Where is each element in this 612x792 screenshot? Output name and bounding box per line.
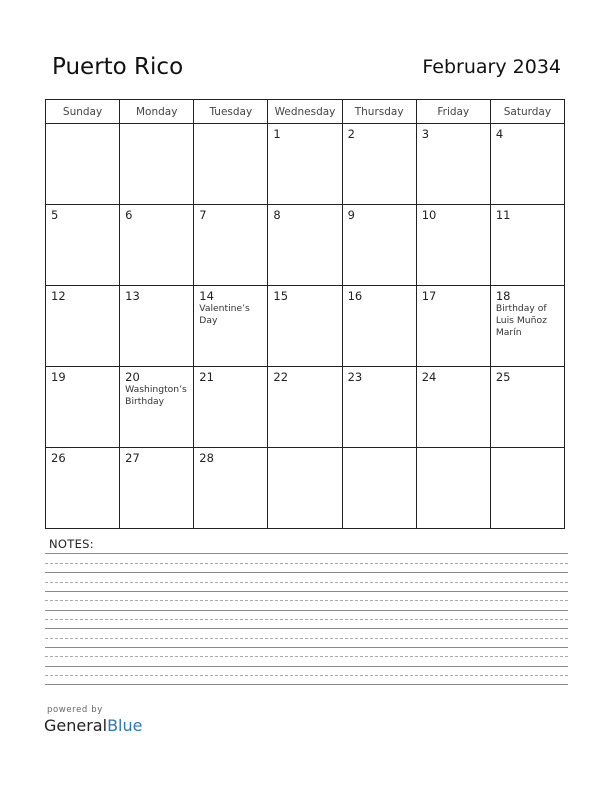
empty-day-cell (120, 124, 194, 205)
empty-day-cell (490, 448, 564, 529)
day-cell-11 (490, 205, 564, 286)
day-cell-16 (342, 286, 416, 367)
day-cell-2 (342, 124, 416, 205)
day-number: 23 (347, 370, 363, 384)
day-cell-19 (46, 367, 120, 448)
day-cell-6 (120, 205, 194, 286)
holiday-label: Washington’s Birthday (125, 384, 187, 407)
day-number: 7 (199, 208, 207, 222)
weekday-header-row (46, 100, 565, 124)
notes-line (45, 582, 568, 583)
day-number: 11 (495, 208, 511, 222)
week-row (46, 124, 565, 205)
weekday-tuesday: Tuesday (194, 100, 268, 124)
day-number: 18 (495, 289, 511, 303)
day-number: 27 (125, 451, 140, 465)
empty-day-cell (342, 448, 416, 529)
notes-line (45, 619, 568, 620)
week-row (46, 448, 565, 529)
day-number: 2 (347, 127, 355, 141)
brand-general: General (44, 716, 108, 735)
day-number: 24 (421, 370, 437, 384)
day-cell-25 (490, 367, 564, 448)
day-number: 10 (421, 208, 437, 222)
day-number: 1 (273, 127, 281, 141)
day-number: 19 (51, 370, 66, 384)
weekday-wednesday: Wednesday (268, 100, 342, 124)
weekday-sunday: Sunday (46, 100, 120, 124)
day-number: 16 (347, 289, 363, 303)
day-cell-24 (416, 367, 490, 448)
notes-label: NOTES: (49, 537, 94, 551)
holiday-label: Birthday of Luis Muñoz Marín (495, 303, 547, 338)
brand-logo[interactable] (44, 716, 142, 735)
day-cell-22 (268, 367, 342, 448)
day-cell-23 (342, 367, 416, 448)
day-number: 3 (421, 127, 430, 141)
notes-line (45, 656, 568, 657)
brand-blue: Blue (107, 716, 143, 735)
day-number: 14 (199, 289, 214, 303)
day-number: 28 (199, 451, 214, 465)
day-cell-3 (416, 124, 490, 205)
notes-line (45, 572, 568, 573)
day-number: 6 (125, 208, 133, 222)
day-cell-21 (194, 367, 268, 448)
day-number: 15 (273, 289, 289, 303)
notes-line (45, 553, 568, 554)
week-row (46, 205, 565, 286)
day-number: 21 (199, 370, 214, 384)
empty-day-cell (46, 124, 120, 205)
day-cell-27 (120, 448, 194, 529)
day-number: 25 (495, 370, 511, 384)
calendar-grid (45, 99, 565, 529)
day-cell-17 (416, 286, 490, 367)
day-cell-7 (194, 205, 268, 286)
day-cell-10 (416, 205, 490, 286)
day-cell-13 (120, 286, 194, 367)
day-number: 4 (495, 127, 504, 141)
day-cell-1 (268, 124, 342, 205)
notes-line (45, 684, 568, 685)
day-number: 20 (125, 370, 140, 384)
day-cell-15 (268, 286, 342, 367)
empty-day-cell (194, 124, 268, 205)
weekday-friday: Friday (416, 100, 490, 124)
holiday-label: Valentine’s Day (199, 303, 250, 326)
day-cell-26 (46, 448, 120, 529)
month-year-title: February 2034 (422, 56, 561, 78)
week-row (46, 286, 565, 367)
day-number: 17 (421, 289, 437, 303)
notes-line (45, 675, 568, 676)
day-cell-8 (268, 205, 342, 286)
notes-line (45, 666, 568, 667)
day-number: 22 (273, 370, 289, 384)
day-number: 5 (51, 208, 59, 222)
day-number: 13 (125, 289, 140, 303)
day-number: 12 (51, 289, 66, 303)
powered-by-text: powered by (47, 705, 103, 715)
empty-day-cell (416, 448, 490, 529)
day-cell-18 (490, 286, 564, 367)
weekday-saturday: Saturday (490, 100, 564, 124)
week-row (46, 367, 565, 448)
day-number: 9 (347, 208, 355, 222)
notes-line (45, 610, 568, 611)
country-title: Puerto Rico (52, 54, 184, 80)
day-cell-9 (342, 205, 416, 286)
day-number: 8 (273, 208, 281, 222)
day-cell-28 (194, 448, 268, 529)
empty-day-cell (268, 448, 342, 529)
notes-line (45, 638, 568, 639)
notes-line (45, 647, 568, 648)
day-cell-4 (490, 124, 564, 205)
notes-line (45, 600, 568, 601)
notes-line (45, 628, 568, 629)
day-cell-14 (194, 286, 268, 367)
notes-line (45, 563, 568, 564)
weekday-monday: Monday (120, 100, 194, 124)
day-cell-12 (46, 286, 120, 367)
day-cell-5 (46, 205, 120, 286)
notes-line (45, 591, 568, 592)
weekday-thursday: Thursday (342, 100, 416, 124)
day-cell-20 (120, 367, 194, 448)
day-number: 26 (51, 451, 66, 465)
